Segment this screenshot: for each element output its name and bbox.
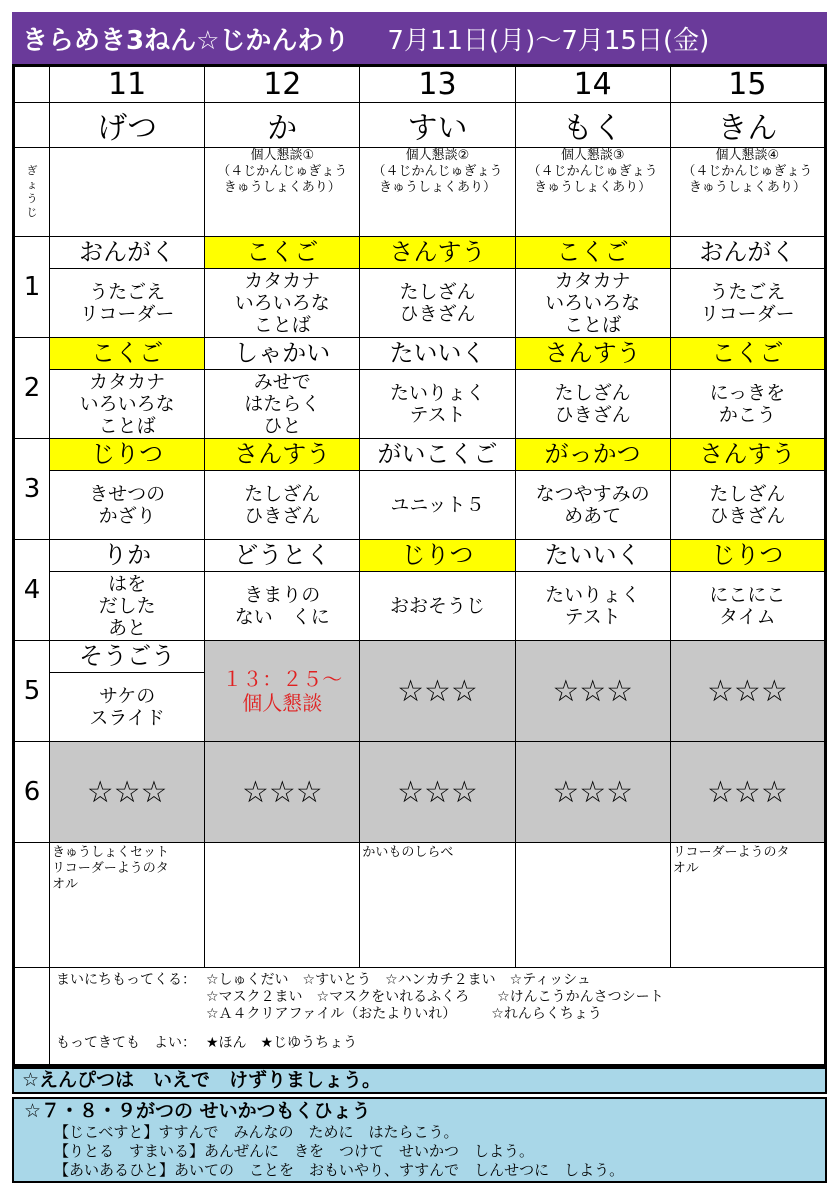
lesson-content: おおそうじ	[389, 595, 485, 617]
optional-items: ★ほん ★じゆうちょう	[206, 1035, 358, 1051]
star-cell: ☆☆☆	[515, 641, 670, 742]
lesson-content: うたごえ リコーダー	[700, 281, 795, 325]
goal-line: 【じこべすと】すすんで みんなの ために はたらこう。	[54, 1123, 459, 1141]
lesson-content: なつやすみの めあて	[535, 483, 650, 527]
lesson-cell	[50, 338, 205, 439]
star-cell: ☆☆☆	[670, 641, 825, 742]
page-title: きらめき3ねん☆じかんわり	[22, 25, 350, 56]
day-number: 13	[360, 66, 515, 103]
lesson-subject: さんすう	[516, 338, 670, 370]
note-cell: かいものしらべ	[360, 843, 515, 968]
pencil-notice: ☆えんぴつは いえで けずりましょう。	[12, 1067, 827, 1094]
daily-line: ☆しゅくだい ☆すいとう ☆ハンカチ２まい ☆ティッシュ	[206, 972, 591, 988]
event-cell	[205, 148, 360, 237]
notes-label	[14, 843, 50, 968]
note-cell	[515, 843, 670, 968]
interview-note: １３：２５〜 個人懇談	[222, 667, 343, 715]
lesson-cell	[360, 237, 515, 338]
lesson-content: たいりょく テスト	[389, 382, 485, 426]
period-number: 1	[14, 237, 50, 338]
optional-label: もってきても よい：	[56, 1035, 196, 1051]
lesson-content: たしざん ひきざん	[244, 483, 321, 527]
event-row	[14, 148, 826, 237]
day-name: もく	[515, 103, 670, 148]
lesson-subject: こくご	[205, 237, 359, 269]
lesson-subject: たいいく	[360, 338, 514, 370]
day-number: 15	[670, 66, 825, 103]
lesson-content: はを だした あと	[98, 573, 156, 639]
lesson-content: たしざん ひきざん	[399, 281, 476, 325]
lesson-content: うたごえ リコーダー	[79, 281, 175, 325]
gyouji-label	[14, 148, 50, 237]
day-number: 11	[50, 66, 205, 103]
goal-line: 【あいあるひと】あいての ことを おもいやり、すすんで しんせつに しよう。	[54, 1161, 625, 1179]
lesson-content: きせつの かざり	[89, 483, 166, 527]
goals-title: ☆７・８・９がつの せいかつもくひょう	[24, 1100, 371, 1122]
star-cell: ☆☆☆	[515, 742, 670, 843]
period-row	[14, 439, 826, 540]
corner-cell	[14, 103, 50, 148]
star-cell: ☆☆☆	[360, 641, 515, 742]
period-number: 4	[14, 540, 50, 641]
lesson-cell	[205, 237, 360, 338]
special-cell	[205, 641, 360, 742]
lesson-content: きまりの ない くに	[234, 584, 330, 628]
lesson-content: サケの スライド	[89, 685, 165, 729]
lesson-subject: どうとく	[205, 540, 359, 572]
period-row	[14, 540, 826, 641]
day-name-row	[14, 103, 826, 148]
lesson-cell	[670, 439, 825, 540]
lesson-content: ユニット５	[390, 494, 485, 516]
event-cell	[515, 148, 670, 237]
day-name: すい	[360, 103, 515, 148]
period-5-row	[14, 641, 826, 742]
lesson-content: カタカナ いろいろな ことば	[545, 270, 641, 336]
period-6-row	[14, 742, 826, 843]
lesson-cell	[50, 237, 205, 338]
daily-line: ☆マスク２まい ☆マスクをいれるふくろ ☆けんこうかんさつシート	[206, 989, 664, 1005]
bring-row	[14, 968, 826, 1066]
lesson-subject: がっかつ	[516, 439, 670, 471]
lesson-cell	[670, 540, 825, 641]
lesson-content: たしざん ひきざん	[709, 483, 786, 527]
event-text: 個人懇談② （４じかんじゅぎょう きゅうしょくあり）	[372, 148, 503, 195]
note-cell: リコーダーようのタ オル	[670, 843, 825, 968]
day-name: きん	[670, 103, 825, 148]
lesson-subject: じりつ	[360, 540, 514, 572]
lesson-subject: じりつ	[50, 439, 204, 471]
timetable	[12, 64, 827, 1067]
star-cell: ☆☆☆	[360, 742, 515, 843]
lesson-cell	[205, 439, 360, 540]
lesson-cell	[360, 338, 515, 439]
day-name: げつ	[50, 103, 205, 148]
event-cell	[50, 148, 205, 237]
lesson-subject: さんすう	[671, 439, 824, 471]
lesson-cell	[515, 237, 670, 338]
lesson-cell	[515, 540, 670, 641]
daily-line: ☆Ａ４クリアファイル（おたよりいれ） ☆れんらくちょう	[206, 1006, 602, 1022]
lesson-cell	[50, 540, 205, 641]
lesson-subject: さんすう	[360, 237, 514, 269]
lesson-cell	[205, 540, 360, 641]
lesson-content: たいりょく テスト	[545, 584, 641, 628]
period-number: 3	[14, 439, 50, 540]
event-cell	[670, 148, 825, 237]
date-range: 7月11日(月)〜7月15日(金)	[387, 25, 710, 56]
lesson-subject: がいこくご	[360, 439, 514, 471]
event-text: 個人懇談① （４じかんじゅぎょう きゅうしょくあり）	[217, 148, 348, 195]
lesson-cell	[50, 641, 205, 742]
star-cell: ☆☆☆	[50, 742, 205, 843]
event-text: 個人懇談③ （４じかんじゅぎょう きゅうしょくあり）	[527, 148, 658, 195]
lesson-subject: こくご	[671, 338, 824, 370]
lesson-cell	[515, 439, 670, 540]
life-goals-box	[12, 1097, 827, 1183]
corner-cell	[14, 66, 50, 103]
gyouji-text: ぎ ょ う じ	[26, 164, 38, 219]
lesson-subject: じりつ	[671, 540, 824, 572]
period-row	[14, 237, 826, 338]
lesson-subject: おんがく	[671, 237, 824, 269]
lesson-subject: しゃかい	[205, 338, 359, 370]
star-cell: ☆☆☆	[205, 742, 360, 843]
lesson-cell	[50, 439, 205, 540]
period-number: 2	[14, 338, 50, 439]
day-number-row	[14, 66, 826, 103]
lesson-cell	[515, 338, 670, 439]
event-cell	[360, 148, 515, 237]
lesson-content: カタカナ いろいろな ことば	[234, 270, 330, 336]
lesson-subject: こくご	[516, 237, 670, 269]
note-cell	[205, 843, 360, 968]
lesson-content: たしざん ひきざん	[554, 382, 631, 426]
day-number: 12	[205, 66, 360, 103]
bring-label-cell	[14, 968, 50, 1066]
lesson-content: みせで はたらく ひと	[244, 371, 321, 437]
day-name: か	[205, 103, 360, 148]
notes-row	[14, 843, 826, 968]
event-text: 個人懇談④ （４じかんじゅぎょう きゅうしょくあり）	[682, 148, 813, 195]
lesson-subject: こくご	[50, 338, 204, 370]
lesson-subject: そうごう	[50, 641, 204, 673]
lesson-cell	[360, 439, 515, 540]
period-number: 6	[14, 742, 50, 843]
lesson-content: にっきを かこう	[709, 382, 786, 426]
lesson-content: にこにこ タイム	[709, 584, 786, 628]
lesson-subject: おんがく	[50, 237, 204, 269]
period-number: 5	[14, 641, 50, 742]
lesson-content: カタカナ いろいろな ことば	[79, 371, 175, 437]
period-row	[14, 338, 826, 439]
day-number: 14	[515, 66, 670, 103]
lesson-cell	[205, 338, 360, 439]
lesson-cell	[670, 237, 825, 338]
lesson-cell	[360, 540, 515, 641]
daily-label: まいにちもってくる：	[56, 972, 196, 988]
bring-items	[50, 968, 826, 1066]
page-header	[12, 12, 827, 64]
lesson-subject: たいいく	[516, 540, 670, 572]
star-cell: ☆☆☆	[670, 742, 825, 843]
lesson-subject: りか	[50, 540, 204, 572]
goal-line: 【りとる すまいる】あんぜんに きを つけて せいかつ しよう。	[54, 1142, 535, 1160]
note-cell: きゅうしょくセット リコーダーようのタ オル	[50, 843, 205, 968]
lesson-cell	[670, 338, 825, 439]
lesson-subject: さんすう	[205, 439, 359, 471]
